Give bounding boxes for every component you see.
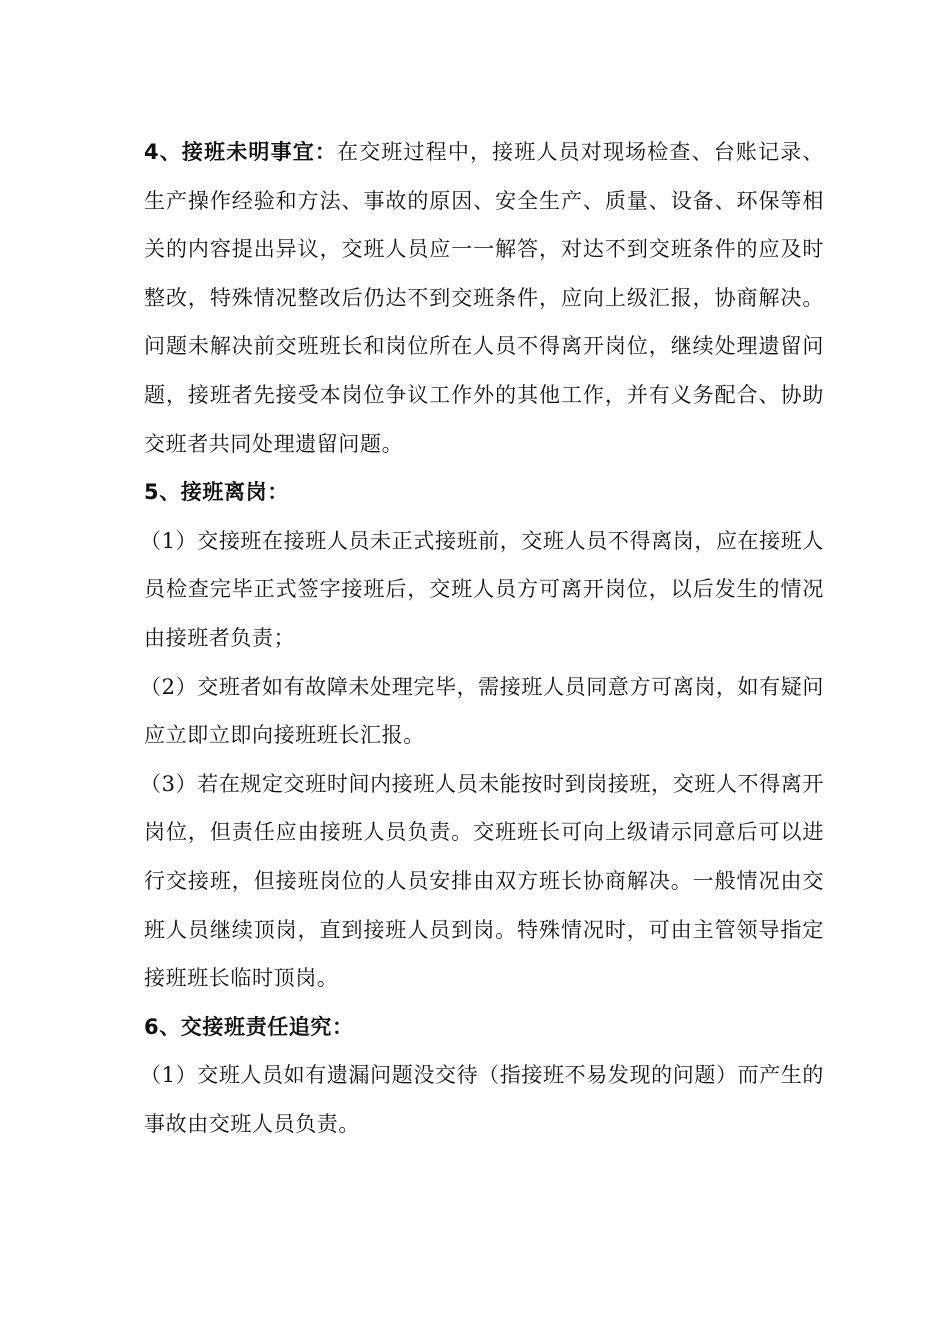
section-4-text: 在交班过程中，接班人员对现场检查、台账记录、生产操作经验和方法、事故的原因、安全生产、质量、设备、环保等相关的内容提出异议，交班人员应一一解答，对达不到交班条件的应及时整改，特殊情况整改后仍达不到交班条件，应向上级汇报，协商解决。问题未解决前交班班长和岗位所在人员不得离开岗位，继续处理遗留问题，接班者先接受本岗位争议工作外的其他工作，并有义务配合、协助交班者共同处理遗留问题。: [144, 140, 824, 456]
section-6-heading: 6、交接班责任追究：: [144, 1014, 354, 1039]
section-6-item-1: （1）交班人员如有遗漏问题没交待（指接班不易发现的问题）而产生的事故由交班人员负责。: [140, 1063, 824, 1136]
section-4-heading: 4、接班未明事宜：: [144, 140, 338, 164]
section-4-paragraph: [144, 128, 824, 468]
document-body: [140, 128, 824, 1148]
section-5-item-2: （2）交班者如有故障未处理完毕，需接班人员同意方可离岗，如有疑问应立即立即向接班班长汇报。: [140, 674, 824, 748]
section-5-item-1: （1）交接班在接班人员未正式接班前，交班人员不得离岗，应在接班人员检查完毕正式签字接班后，交班人员方可离开岗位，以后发生的情况由接班者负责；: [140, 528, 824, 650]
section-5-item-3: （3）若在规定交班时间内接班人员未能按时到岗接班，交班人不得离开岗位，但责任应由接班人员负责。交班班长可向上级请示同意后可以进行交接班，但接班岗位的人员安排由双方班长协商解决。一般情况由交班人员继续顶岗，直到接班人员到岗。特殊情况时，可由主管领导指定接班班长临时顶岗。: [140, 771, 824, 991]
section-5-heading: 5、接班离岗：: [144, 480, 289, 505]
